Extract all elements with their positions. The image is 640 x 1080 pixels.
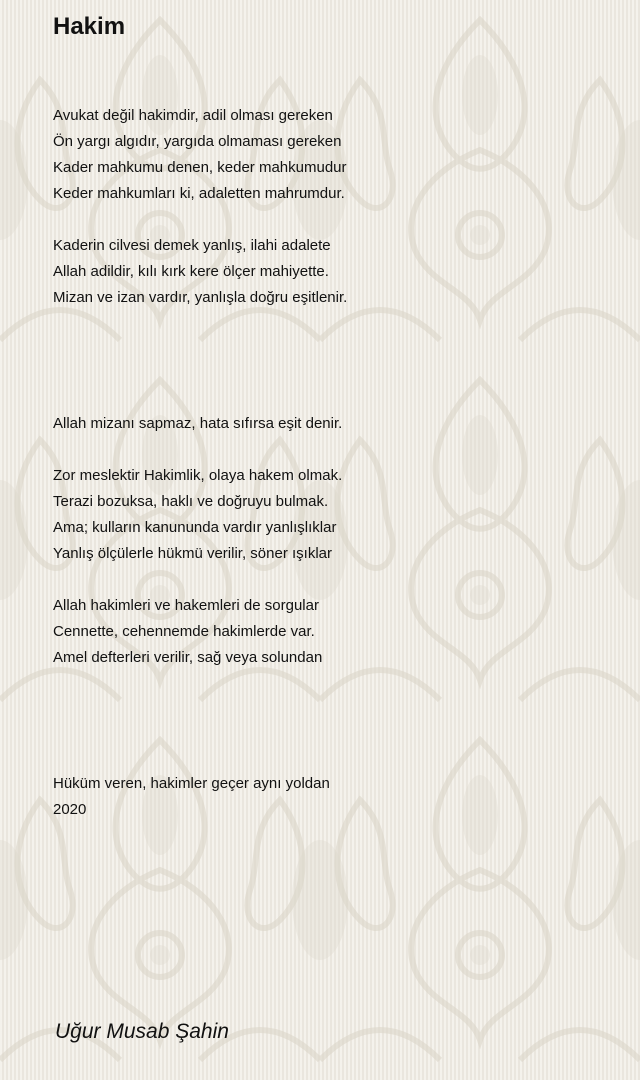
poem-line: Cennette, cehennemde hakimlerde var. <box>53 623 315 640</box>
poem-line: Avukat değil hakimdir, adil olması gereken <box>53 107 333 124</box>
poem-line: Amel defterleri verilir, sağ veya solundan <box>53 649 323 666</box>
poem-line: Yanlış ölçülerle hükmü verilir, söner ışıklar <box>53 545 332 562</box>
poem-line: Kader mahkumu denen, keder mahkumudur <box>53 159 347 176</box>
stanza-4 <box>53 463 342 567</box>
stanza-3 <box>53 411 342 437</box>
poem-line: Allah adildir, kılı kırk kere ölçer mahiyette. <box>53 263 329 280</box>
poem-line: Mizan ve izan vardır, yanlışla doğru eşitlenir. <box>53 289 348 306</box>
poem-author: Uğur Musab Şahin <box>55 1020 229 1043</box>
poem-line: Keder mahkumları ki, adaletten mahrumdur. <box>53 185 345 202</box>
stanza-5 <box>53 593 322 671</box>
poem-line: Allah mizanı sapmaz, hata sıfırsa eşit denir. <box>53 415 343 432</box>
poem-line: Ön yargı algıdır, yargıda olmaması gereken <box>53 133 342 150</box>
poem-line: Terazi bozuksa, haklı ve doğruyu bulmak. <box>53 493 329 510</box>
poem-line: Kaderin cilvesi demek yanlış, ilahi adalete <box>53 237 331 254</box>
poem-year: 2020 <box>53 801 87 818</box>
poem-title: Hakim <box>53 13 126 40</box>
stanza-2 <box>53 233 347 311</box>
stanza-6 <box>53 771 330 823</box>
poem-line: Allah hakimleri ve hakemleri de sorgular <box>53 597 319 614</box>
poem-line: Hüküm veren, hakimler geçer aynı yoldan <box>53 775 330 792</box>
poem-line: Ama; kulların kanununda vardır yanlışlıklar <box>53 519 337 536</box>
stanza-1 <box>53 103 347 207</box>
poem-line: Zor meslektir Hakimlik, olaya hakem olmak. <box>53 467 343 484</box>
